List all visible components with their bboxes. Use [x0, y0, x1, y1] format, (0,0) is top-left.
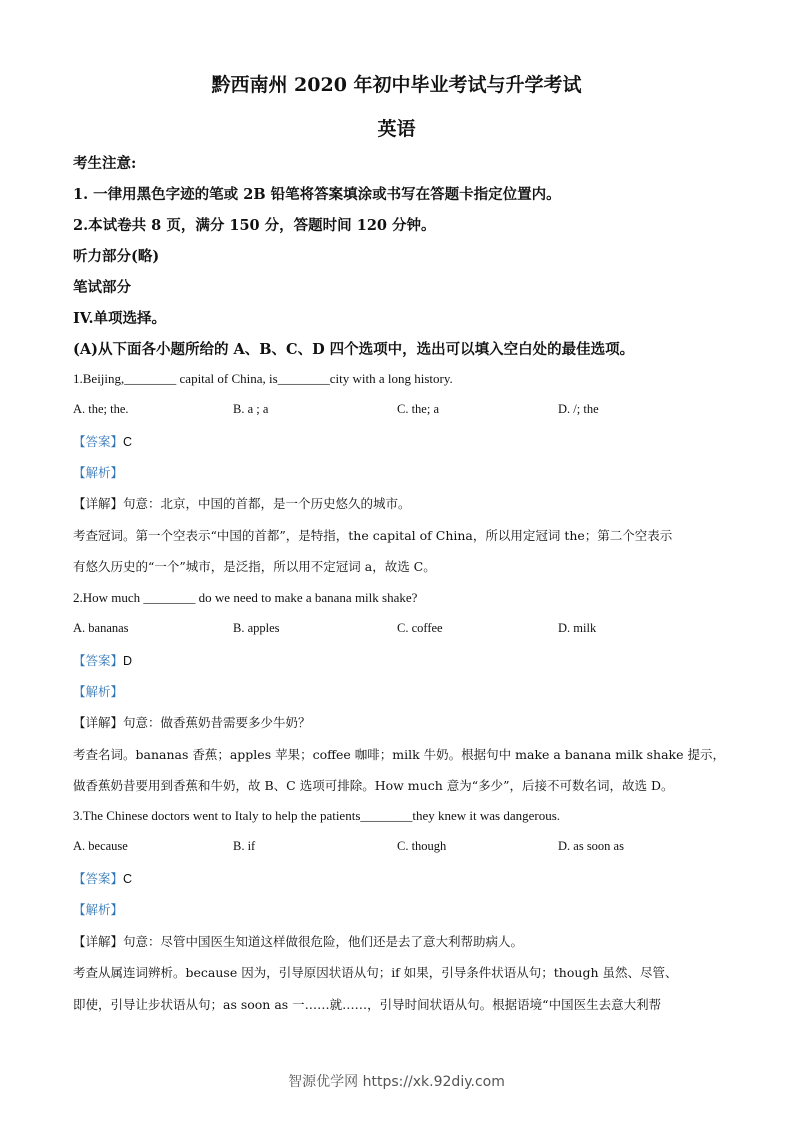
question-3-explanation-line-2: 即使，引导让步状语从句；as soon as 一……就……，引导时间状语从句。根据语境“中国医生去意大利帮	[73, 997, 662, 1012]
question-3-option-c: C. though	[397, 839, 447, 853]
answer-value: C	[123, 872, 133, 886]
question-1-explanation-line-2: 有悠久历史的“一个”城市，是泛指，所以用不定冠词 a，故选 C。	[73, 559, 436, 574]
question-1-detail	[73, 494, 723, 512]
question-1-analysis-label	[73, 463, 723, 481]
question-1-explanation-line-1: 考查冠词。第一个空表示“中国的首都”，是特指，the capital of China，所以用定冠词 the；第二个空表示	[73, 528, 673, 543]
notice-heading: 考生注意:	[73, 155, 137, 172]
question-3-answer	[73, 869, 723, 887]
question-3-stem: 3.The Chinese doctors went to Italy to help the patients________they knew it was dangerous.	[73, 808, 561, 823]
question-2-answer	[73, 651, 723, 669]
written-section-label: 笔试部分	[73, 279, 131, 296]
answer-value: C	[123, 435, 133, 449]
notice-item-1: 1. 一律用黑色字迹的笔或 2B 铅笔将答案填涂或书写在答题卡指定位置内。	[73, 186, 561, 203]
page-footer-watermark: 智源优学网 https://xk.92diy.com	[288, 1074, 505, 1090]
answer-label: 【答案】	[73, 871, 124, 886]
question-2-option-a: A. bananas	[73, 621, 129, 635]
question-2-option-c: C. coffee	[397, 621, 443, 635]
question-1-stem: 1.Beijing,________ capital of China, is________city with a long history.	[73, 371, 453, 386]
notice-item-2: 2.本试卷共 8 页，满分 150 分，答题时间 120 分钟。	[73, 217, 436, 234]
question-3-option-d: D. as soon as	[558, 839, 624, 853]
question-2-analysis-label	[73, 682, 723, 700]
question-2-stem: 2.How much ________ do we need to make a banana milk shake?	[73, 590, 418, 605]
section-heading: IV.单项选择。	[73, 310, 167, 327]
question-1-option-d: D. /; the	[558, 402, 599, 416]
part-a-instruction: (A)从下面各小题所给的 A、B、C、D 四个选项中，选出可以填入空白处的最佳选项。	[73, 341, 635, 358]
detail-label: 【详解】	[73, 934, 124, 949]
question-3-option-b: B. if	[233, 839, 256, 853]
question-3-detail	[73, 932, 723, 950]
question-1-answer	[73, 432, 723, 450]
exam-title: 黔西南州 2020 年初中毕业考试与升学考试	[211, 74, 582, 96]
question-3-analysis-label	[73, 900, 723, 918]
question-2-explanation-line-1: 考查名词。bananas 香蕉；apples 苹果；coffee 咖啡；milk 牛奶。根据句中 make a banana milk shake 提示，	[73, 747, 726, 762]
detail-label: 【详解】	[73, 715, 124, 730]
question-2-option-b: B. apples	[233, 621, 280, 635]
listening-section-label: 听力部分(略)	[73, 248, 160, 265]
question-2-option-d: D. milk	[558, 621, 597, 635]
answer-label: 【答案】	[73, 434, 124, 449]
question-1-option-b: B. a ; a	[233, 402, 269, 416]
detail-text: 句意：做香蕉奶昔需要多少牛奶？	[123, 715, 311, 730]
question-1-option-c: C. the; a	[397, 402, 440, 416]
analysis-label: 【解析】	[73, 902, 124, 917]
detail-text: 句意：尽管中国医生知道这样做很危险，他们还是去了意大利帮助病人。	[123, 934, 524, 949]
analysis-label: 【解析】	[73, 465, 124, 480]
exam-subject: 英语	[377, 118, 416, 140]
question-2-explanation-line-2: 做香蕉奶昔要用到香蕉和牛奶，故 B、C 选项可排除。How much 意为“多少”，后接不可数名词，故选 D。	[73, 778, 674, 793]
answer-label: 【答案】	[73, 653, 124, 668]
answer-value: D	[123, 654, 133, 668]
analysis-label: 【解析】	[73, 684, 124, 699]
detail-text: 句意：北京，中国的首都，是一个历史悠久的城市。	[123, 496, 411, 511]
detail-label: 【详解】	[73, 496, 124, 511]
question-3-explanation-line-1: 考查从属连词辨析。because 因为，引导原因状语从句；if 如果，引导条件状语从句；though 虽然、尽管、	[73, 965, 678, 980]
question-2-detail	[73, 713, 723, 731]
question-3-option-a: A. because	[73, 839, 128, 853]
question-1-option-a: A. the; the.	[73, 402, 129, 416]
